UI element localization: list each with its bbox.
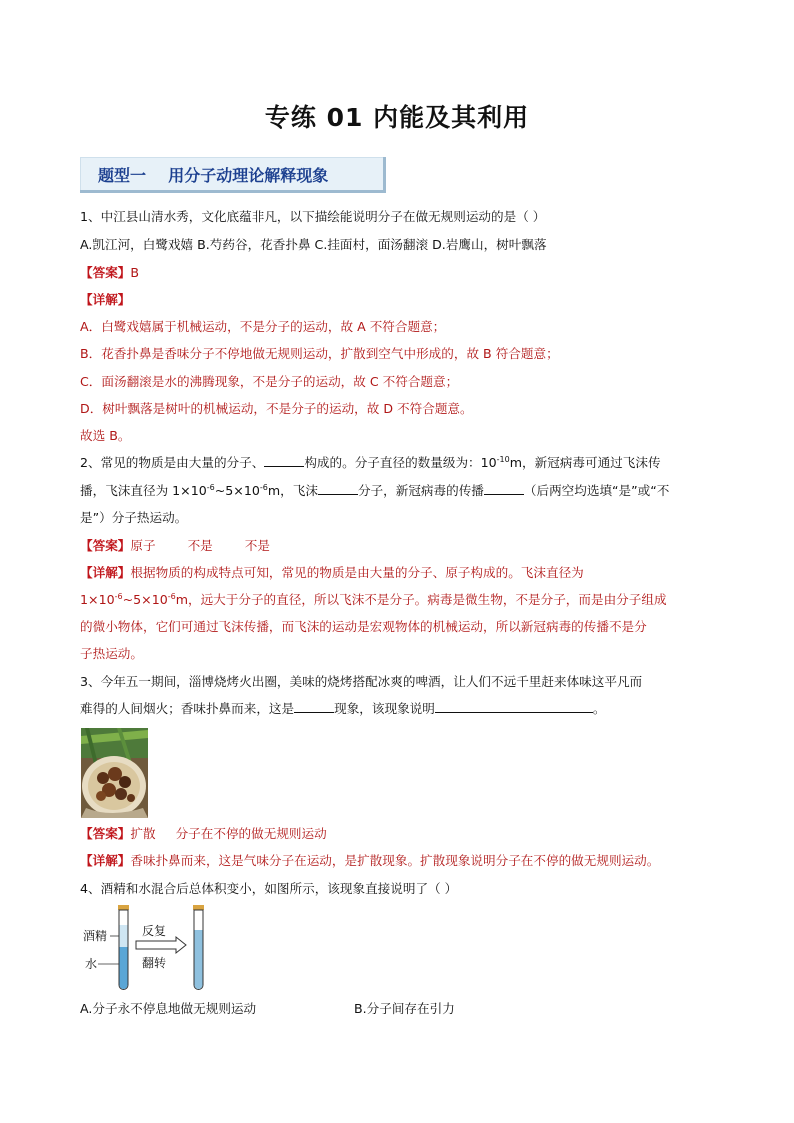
q2-answer-line: 【答案】原子 不是 不是 — [80, 538, 270, 553]
left-tube-water — [120, 947, 128, 989]
q2-blank-3[interactable] — [484, 482, 524, 495]
right-tube-mixture — [195, 930, 203, 989]
right-tube-cap — [193, 905, 204, 910]
q3-detail-line: 【详解】香味扑鼻而来，这是气味分子在运动，是扩散现象。扩散现象说明分子在不停的做无规则运动。 — [80, 853, 660, 868]
q2-detail-line2: $1\times 10^{-6}\sim 5\times 10^{-6}m$，远大于分子的直径，所以飞沫不是分子。病毒是微生物，不是分子，而是由分子组成 — [80, 591, 667, 607]
q2-stem-line1: 2、常见的物质是由大量的分子、 构成的。分子直径的数量级为：$10^{-10}m$，新冠病毒可通过飞沫传 — [80, 454, 661, 470]
q2-stem-line2: 播，飞沫直径为 $1\times 10^{-6}\sim 5\times 10^{-6}m$，飞沫 分子，新冠病毒的传播 （后两空均选填“是”或“不 — [80, 482, 670, 498]
left-tube-cap — [118, 905, 129, 910]
mixing-diagram — [80, 905, 240, 995]
q1-detail-d: D．树叶飘落是树叶的机械运动，不是分子的运动，故 D 不符合题意。 — [80, 401, 473, 416]
q1-answer-line — [80, 264, 139, 282]
q1-stem: 1、中江县山清水秀，文化底蕴非凡，以下描绘能说明分子在做无规则运动的是（ ） — [80, 209, 546, 224]
arrow-label-top: 反复 — [142, 924, 167, 938]
q3-stem-line1: 3、今年五一期间，淄博烧烤火出圈，美味的烧烤搭配冰爽的啤酒，让人们不远千里赶来体味这平凡而 — [80, 674, 643, 689]
q2-blank-2[interactable] — [318, 482, 358, 495]
bbq-photo — [81, 728, 148, 818]
q3-answer: 扩散 分子在不停的做无规则运动 — [130, 826, 327, 841]
section-banner — [80, 157, 386, 193]
q4-option-b: B.分子间存在引力 — [354, 1001, 455, 1016]
bbq-photo-image — [81, 728, 148, 818]
answer-tag: 【答案】 — [80, 265, 131, 280]
q1-detail-c: C．面汤翻滚是水的沸腾现象，不是分子的运动，故 C 不符合题意； — [80, 374, 459, 389]
q3-answer-line: 【答案】扩散 分子在不停的做无规则运动 — [80, 826, 327, 841]
q1-options: A.凯江河，白鹭戏嬉 B.芍药谷，花香扑鼻 C.挂面村，面汤翻滚 D.岩鹰山，树叶飘落 — [80, 237, 547, 252]
label-water: 水 — [85, 957, 98, 971]
q2-stem-line3: 是”）分子热运动。 — [80, 510, 188, 525]
q2-detail-line4: 子热运动。 — [80, 646, 143, 661]
mixing-figure — [80, 905, 240, 995]
q3-stem-line2: 难得的人间烟火；香味扑鼻而来，这是 现象，该现象说明 。 — [80, 701, 606, 716]
page-title: 专练 01 内能及其利用 — [264, 103, 530, 132]
q1-conclusion: 故选 B。 — [80, 428, 131, 443]
q4-option-a: A.分子永不停息地做无规则运动 — [80, 1001, 257, 1016]
q1-detail-b: B．花香扑鼻是香味分子不停地做无规则运动，扩散到空气中形成的，故 B 符合题意； — [80, 346, 559, 361]
section-banner-text: 题型一 用分子动理论解释现象 — [98, 166, 329, 185]
arrow-label-bottom: 翻转 — [142, 956, 167, 970]
q4-stem: 4、酒精和水混合后总体积变小，如图所示，该现象直接说明了（ ） — [80, 881, 458, 896]
q3-blank-1[interactable] — [294, 700, 334, 713]
q1-detail-tag: 【详解】 — [80, 292, 131, 307]
label-alcohol: 酒精 — [83, 929, 108, 943]
q2-answer: 原子 不是 不是 — [130, 538, 270, 553]
q2-detail-line3: 的微小物体，它们可通过飞沫传播，而飞沫的运动是宏观物体的机械运动，所以新冠病毒的传播不是分 — [80, 619, 647, 634]
left-tube-alcohol — [120, 925, 128, 947]
q3-blank-2[interactable] — [435, 700, 593, 713]
q1-answer: B — [130, 265, 140, 280]
q2-blank-1[interactable] — [264, 454, 304, 467]
q2-detail-line1: 【详解】根据物质的构成特点可知，常见的物质是由大量的分子、原子构成的。飞沫直径为 — [80, 565, 584, 580]
arrow-icon — [136, 937, 186, 953]
q1-detail-a: A．白鹭戏嬉属于机械运动，不是分子的运动，故 A 不符合题意； — [80, 319, 446, 334]
